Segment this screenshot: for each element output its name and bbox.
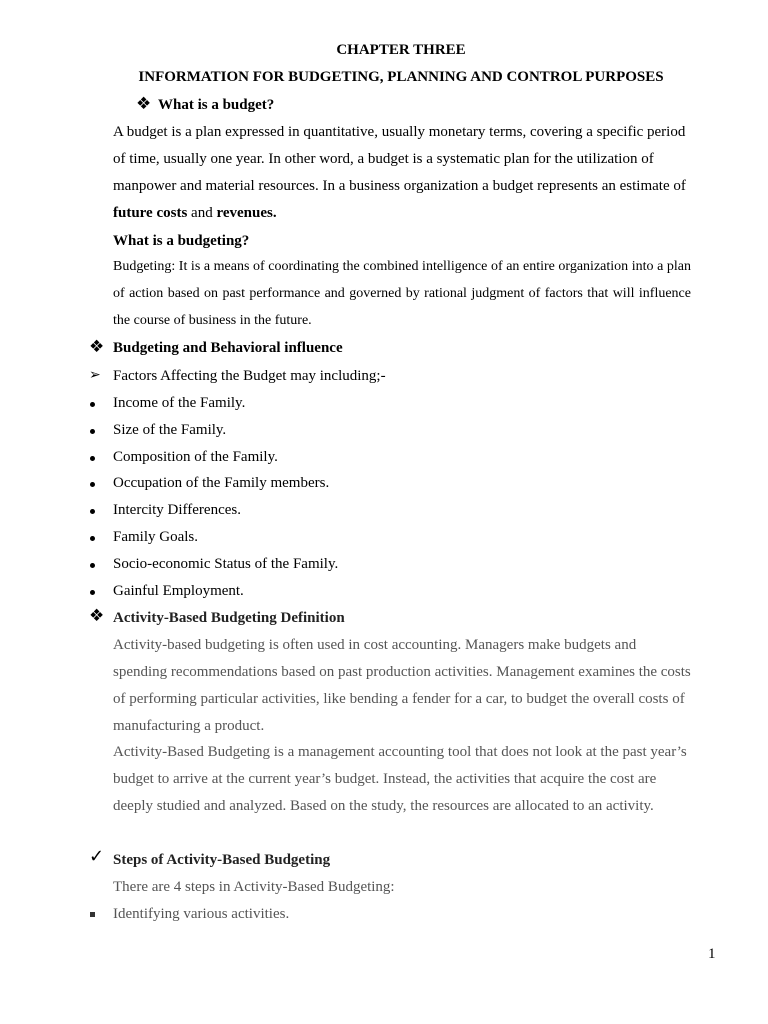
behavioral-heading: Budgeting and Behavioral influence — [113, 340, 343, 356]
bullet-icon — [90, 429, 95, 434]
and-text: and — [187, 205, 217, 221]
bullet-icon — [90, 482, 95, 487]
square-bullet-icon — [90, 912, 95, 917]
list-item: Composition of the Family. — [113, 449, 278, 465]
list-item: Socio-economic Status of the Family. — [113, 556, 339, 572]
future-costs-bold: future costs — [113, 205, 188, 221]
bullet-icon — [90, 590, 95, 595]
four-diamond-icon: ❖ — [136, 94, 152, 114]
four-diamond-icon: ❖ — [89, 337, 105, 357]
bullet-icon — [90, 536, 95, 541]
budget-definition — [113, 119, 691, 227]
question-budget: What is a budget? — [158, 97, 275, 113]
revenues-bold: revenues. — [216, 205, 277, 221]
abb-heading: Activity-Based Budgeting Definition — [113, 610, 345, 626]
bullet-icon — [90, 563, 95, 568]
list-item: Identifying various activities. — [113, 906, 290, 922]
checkmark-icon: ✓ — [89, 846, 105, 867]
steps-intro: There are 4 steps in Activity-Based Budgeting: — [113, 879, 395, 895]
bullet-icon — [90, 402, 95, 407]
factors-intro: Factors Affecting the Budget may including;- — [113, 368, 386, 384]
steps-heading: Steps of Activity-Based Budgeting — [113, 852, 331, 868]
bullet-icon — [90, 509, 95, 514]
arrowhead-bullet-icon: ➢ — [89, 367, 101, 383]
page-number: 1 — [708, 946, 716, 962]
bullet-icon — [90, 456, 95, 461]
chapter-heading: CHAPTER THREE — [336, 42, 466, 58]
list-item: Occupation of the Family members. — [113, 475, 330, 491]
list-item: Size of the Family. — [113, 422, 227, 438]
list-item: Family Goals. — [113, 529, 198, 545]
abb-paragraph-1: Activity-based budgeting is often used in cost accounting. Managers make budgets and spending recommendations based on past production activities. Management examines the costs of performing particular activities, like bending a fender for a car, to budget the overall costs of manufacturing a product. — [113, 637, 691, 734]
list-item: Income of the Family. — [113, 395, 246, 411]
four-diamond-icon: ❖ — [89, 606, 105, 626]
list-item: Intercity Differences. — [113, 502, 241, 518]
abb-paragraph-2: Activity-Based Budgeting is a management accounting tool that does not look at the past year’s budget to arrive at the current year’s budget. Instead, the activities that acquire the cost are deeply studied and analyzed. Based on the study, the resources are allocated to an activity. — [113, 744, 687, 814]
budget-text: A budget is a plan expressed in quantitative, usually monetary terms, covering a specific period of time, usually one year. In other word, a budget is a systematic plan for the utilization of manpower and material resources. In a business organization a budget represents an estimate of — [113, 124, 686, 194]
list-item: Gainful Employment. — [113, 583, 244, 599]
chapter-title: INFORMATION FOR BUDGETING, PLANNING AND CONTROL PURPOSES — [138, 69, 664, 85]
budgeting-definition: Budgeting: It is a means of coordinating the combined intelligence of an entire organization into a plan of action based on past performance and governed by rational judgment of factors that will influence the course of business in the future. — [113, 259, 691, 328]
question-budgeting: What is a budgeting? — [113, 233, 250, 249]
